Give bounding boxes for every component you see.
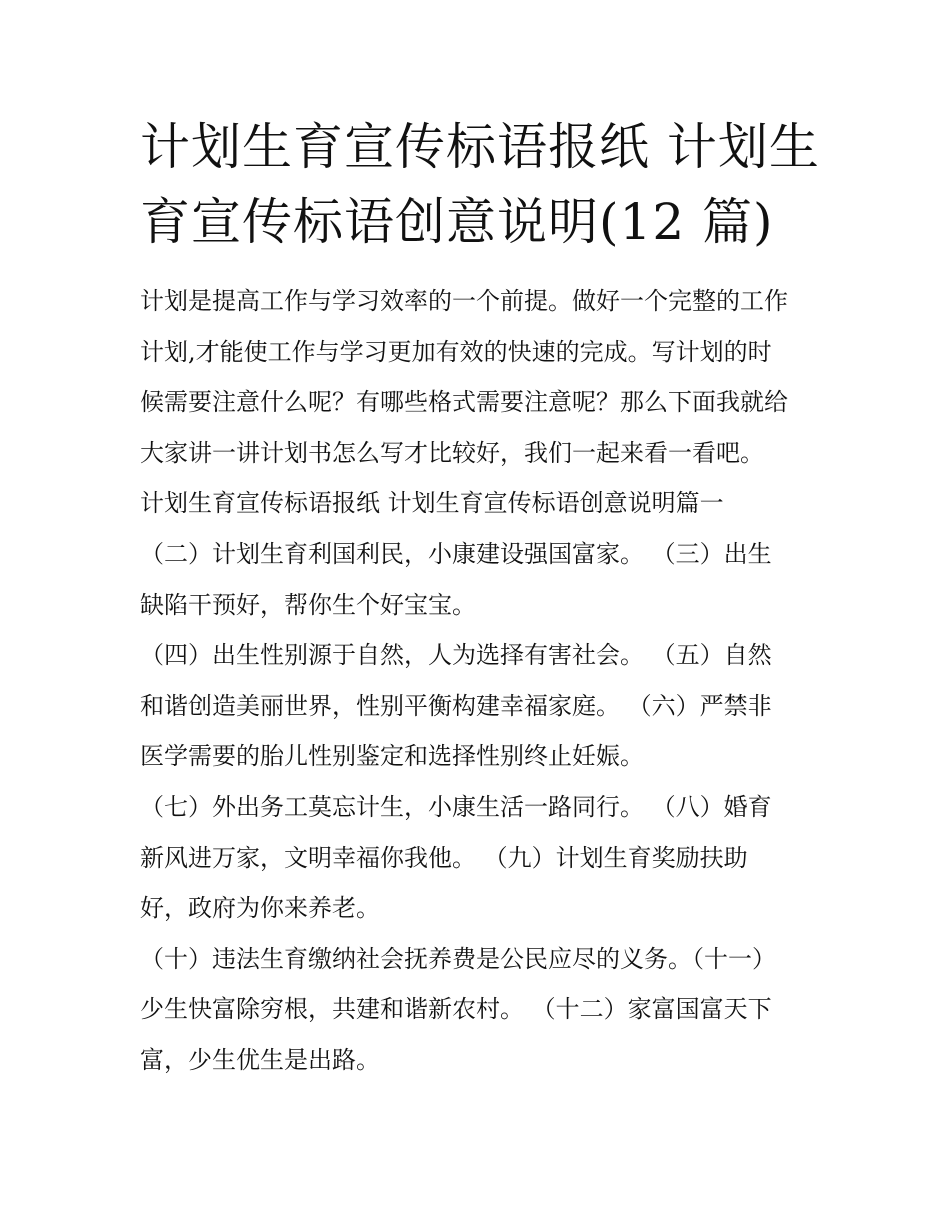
body-line: 新风进万家，文明幸福你我他。 （九）计划生育奖励扶助: [140, 843, 748, 872]
body-line: 候需要注意什么呢？有哪些格式需要注意呢？那么下面我就给: [140, 388, 788, 417]
body-line: （二）计划生育利国利民，小康建设强国富家。 （三）出生: [140, 539, 772, 568]
body-line: 富，少生优生是出路。: [140, 1045, 380, 1074]
document-body: [140, 276, 820, 1086]
title-line: 育宣传标语创意说明(12 篇): [140, 193, 774, 251]
title-line: 计划生育宣传标语报纸 计划生: [140, 118, 820, 176]
body-line: （四）出生性别源于自然，人为选择有害社会。 （五）自然: [140, 641, 772, 670]
body-line: （七）外出务工莫忘计生，小康生活一路同行。 （八）婚育: [140, 792, 772, 821]
body-line: 少生快富除穷根，共建和谐新农村。 （十二）家富国富天下: [140, 995, 772, 1024]
body-line: 计划是提高工作与学习效率的一个前提。做好一个完整的工作: [140, 287, 788, 315]
body-line: 医学需要的胎儿性别鉴定和选择性别终止妊娠。: [140, 742, 644, 771]
body-line: 好，政府为你来养老。: [140, 894, 380, 923]
body-line: 大家讲一讲计划书怎么写才比较好，我们一起来看一看吧。: [140, 438, 764, 467]
body-line: 和谐创造美丽世界，性别平衡构建幸福家庭。 （六）严禁非: [140, 691, 772, 720]
body-line: 缺陷干预好，帮你生个好宝宝。: [140, 590, 476, 619]
body-line: 计划,才能使工作与学习更加有效的快速的完成。写计划的时: [140, 337, 772, 366]
document-title: [140, 110, 820, 260]
body-line: （十）违法生育缴纳社会抚养费是公民应尽的义务。（十一）: [140, 944, 776, 973]
section-heading: 计划生育宣传标语报纸 计划生育宣传标语创意说明篇一: [140, 489, 724, 518]
